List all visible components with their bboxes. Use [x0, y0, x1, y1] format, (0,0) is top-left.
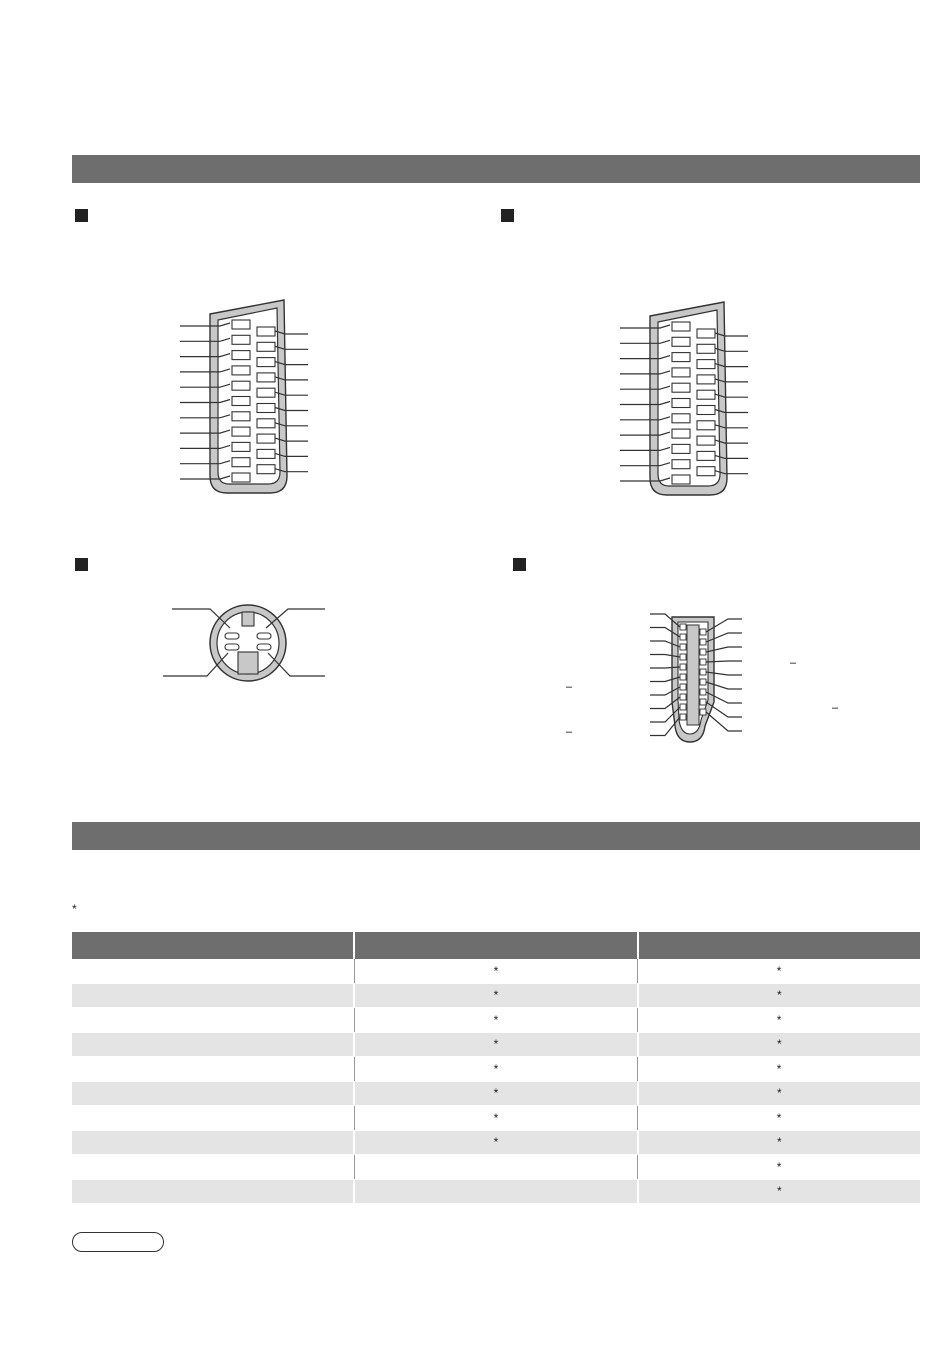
compatibility-table [72, 932, 920, 1204]
table-cell: * [638, 1179, 920, 1204]
table-cell [72, 1155, 354, 1180]
s-video-connector-icon [163, 605, 325, 681]
table-cell: * [354, 1008, 637, 1033]
scart-connector-icon [620, 302, 748, 495]
table-row [72, 983, 920, 1008]
table-cell: * [354, 1106, 637, 1131]
table-cell: * [638, 1130, 920, 1155]
table-row [72, 1106, 920, 1131]
table-header-cell [638, 932, 920, 959]
table-cell: * [638, 1008, 920, 1033]
hdmi-label: – [790, 657, 797, 669]
table-cell [72, 1081, 354, 1106]
table-cell [72, 1130, 354, 1155]
table-cell: * [638, 959, 920, 983]
table-cell: * [638, 1057, 920, 1082]
table-row [72, 1130, 920, 1155]
table-header-row [72, 932, 920, 959]
table-cell: * [638, 1081, 920, 1106]
table-cell: * [638, 1155, 920, 1180]
table-row [72, 1057, 920, 1082]
table-cell [72, 1032, 354, 1057]
table-cell: * [354, 1032, 637, 1057]
hdmi-connector-icon [650, 614, 742, 742]
table-cell [354, 1179, 637, 1204]
table-cell: * [354, 959, 637, 983]
hdmi-label: – [832, 702, 839, 714]
table-row [72, 959, 920, 983]
table-row [72, 1155, 920, 1180]
table-row [72, 1179, 920, 1204]
table-cell [354, 1155, 637, 1180]
table-cell [72, 959, 354, 983]
table-cell [72, 1057, 354, 1082]
table-cell [72, 1179, 354, 1204]
table-cell [72, 983, 354, 1008]
asterisk-note: * [72, 902, 77, 916]
table-cell: * [638, 983, 920, 1008]
table-header-cell [354, 932, 637, 959]
table-cell: * [354, 983, 637, 1008]
scart-connector-icon [180, 300, 308, 493]
table-cell: * [638, 1032, 920, 1057]
table-cell: * [354, 1081, 637, 1106]
table-row [72, 1032, 920, 1057]
table-cell [72, 1106, 354, 1131]
hdmi-label: – [566, 726, 573, 738]
table-cell: * [354, 1130, 637, 1155]
table-header-cell [72, 932, 354, 959]
table-row [72, 1008, 920, 1033]
table-row [72, 1081, 920, 1106]
note-badge [72, 1232, 164, 1252]
table-cell: * [638, 1106, 920, 1131]
hdmi-label: – [566, 681, 573, 693]
table-cell [72, 1008, 354, 1033]
section-bar-compatibility [72, 822, 920, 850]
table-cell: * [354, 1057, 637, 1082]
